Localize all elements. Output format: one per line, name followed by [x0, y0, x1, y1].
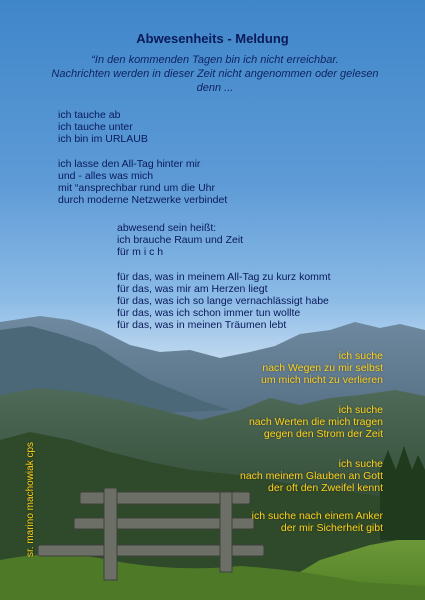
quote-line: denn ...: [196, 82, 234, 94]
poem-line: der mir Sicherheit gibt: [280, 522, 383, 534]
poem-line: gegen den Strom der Zeit: [263, 428, 383, 440]
stanza-3: [117, 222, 243, 258]
stanza-1: [58, 109, 148, 145]
poem-line: ich bin im URLAUB: [58, 133, 148, 145]
poem-line: ich tauche unter: [58, 121, 133, 133]
right-stanza-4: [252, 510, 383, 534]
poem-line: abwesend sein heißt:: [117, 222, 217, 234]
poem-line: für das, was in meinen Träumen lebt: [117, 319, 287, 331]
poem-line: ich lasse den All-Tag hinter mir: [58, 158, 201, 170]
intro-quote: [20, 53, 410, 95]
right-stanza-3: [240, 458, 383, 494]
poem-line: mit “ansprechbar rund um die Uhr: [58, 182, 215, 194]
stanza-2: [58, 158, 227, 206]
poem-line: und - alles was mich: [58, 170, 154, 182]
right-stanza-1: [261, 350, 383, 386]
poem-line: um mich nicht zu verlieren: [261, 374, 383, 386]
poem-line: nach Werten die mich tragen: [248, 416, 383, 428]
poem-line: ich suche nach einem Anker: [251, 510, 383, 522]
poem-line: ich brauche Raum und Zeit: [117, 234, 244, 246]
quote-line: Nachrichten werden in dieser Zeit nicht angenommen oder gelesen: [51, 68, 379, 80]
poem-line: ich tauche ab: [58, 109, 121, 121]
trees: [380, 446, 425, 540]
poem-line: ich suche: [338, 350, 383, 362]
poem-line: nach meinem Glauben an Gott: [239, 470, 383, 482]
stanza-4: [117, 271, 331, 331]
poem-line: ich suche: [338, 458, 383, 470]
poem-line: für das, was mir am Herzen liegt: [117, 283, 268, 295]
poem-line: durch moderne Netzwerke verbindet: [58, 194, 228, 206]
poem-line: für das, was ich schon immer tun wollte: [117, 307, 301, 319]
poem-line: für das, was in meinem All-Tag zu kurz kommt: [117, 271, 331, 283]
author-signature: sr. marino machowiak cps: [25, 441, 36, 557]
quote-line: “In den kommenden Tagen bin ich nicht erreichbar.: [91, 54, 339, 66]
page-title: Abwesenheits - Meldung: [136, 31, 289, 46]
right-stanza-2: [249, 404, 383, 440]
poem-line: ich suche: [338, 404, 383, 416]
poem-line: nach Wegen zu mir selbst: [262, 362, 383, 374]
poem-line: für das, was ich so lange vernachlässigt habe: [117, 295, 329, 307]
poem-line: der oft den Zweifel kennt: [268, 482, 383, 494]
poem-line: für m i c h: [117, 246, 164, 258]
